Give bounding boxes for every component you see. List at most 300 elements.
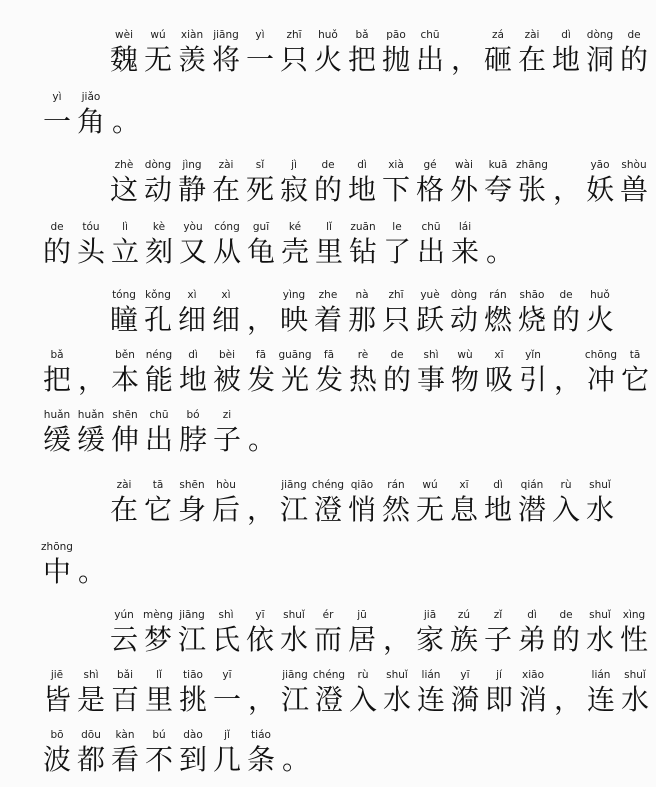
hanzi: 羡 <box>177 43 206 76</box>
hanzi: 动 <box>449 303 478 336</box>
character-unit <box>312 348 346 396</box>
hanzi: 将 <box>211 43 240 76</box>
hanzi: 弟 <box>517 623 546 656</box>
text-line <box>0 408 640 456</box>
hanzi: 里 <box>314 235 343 268</box>
hanzi: 只 <box>279 43 308 76</box>
hanzi: 无 <box>143 43 172 76</box>
character-unit <box>379 478 413 526</box>
character-unit <box>175 608 209 656</box>
character-unit <box>311 158 345 206</box>
character-unit <box>618 668 652 716</box>
character-unit <box>142 668 176 716</box>
pinyin: bǎ <box>50 349 64 361</box>
pinyin: jiāng <box>213 29 239 41</box>
hanzi: 细 <box>211 303 240 336</box>
character-unit <box>210 348 244 396</box>
hanzi: 火 <box>585 303 614 336</box>
pinyin: lián <box>591 669 611 681</box>
pinyin: huǎn <box>77 409 105 421</box>
character-unit <box>617 158 651 206</box>
pinyin: zá <box>492 29 504 41</box>
character-unit <box>244 220 278 268</box>
pinyin: yún <box>114 609 134 621</box>
character-unit <box>74 220 108 268</box>
hanzi: 后 <box>211 493 240 526</box>
hanzi: 地 <box>483 493 512 526</box>
character-unit <box>40 408 74 456</box>
hanzi: 抛 <box>381 43 410 76</box>
character-unit <box>142 408 176 456</box>
character-unit <box>176 220 210 268</box>
pinyin: wèi <box>115 29 133 41</box>
character-unit <box>243 28 277 76</box>
hanzi: ， <box>451 43 480 76</box>
character-unit <box>448 220 482 268</box>
punctuation <box>278 728 312 776</box>
pinyin: wài <box>455 159 473 171</box>
pinyin: shāo <box>519 289 545 301</box>
hanzi: 动 <box>143 173 172 206</box>
pinyin: chū <box>149 409 169 421</box>
hanzi: 魏 <box>109 43 138 76</box>
hanzi: ， <box>248 683 277 716</box>
hanzi: 。 <box>486 235 515 268</box>
hanzi: 脖 <box>178 423 207 456</box>
hanzi: 映 <box>279 303 308 336</box>
pinyin: yì <box>52 91 62 103</box>
pinyin: zhè <box>114 159 134 171</box>
text-line <box>0 348 649 396</box>
hanzi: 然 <box>381 493 410 526</box>
hanzi: 家 <box>415 623 444 656</box>
pinyin: shì <box>218 609 234 621</box>
pinyin: zhī <box>388 289 404 301</box>
character-unit <box>413 158 447 206</box>
hanzi: 热 <box>348 363 377 396</box>
pinyin: rè <box>357 349 369 361</box>
hanzi: 本 <box>110 363 139 396</box>
character-unit <box>481 608 515 656</box>
punctuation <box>74 540 108 588</box>
character-unit <box>141 478 175 526</box>
punctuation <box>243 288 277 336</box>
text-line <box>0 90 640 138</box>
character-unit <box>108 408 142 456</box>
hanzi: 立 <box>110 235 139 268</box>
hanzi: ， <box>383 623 412 656</box>
hanzi: 它 <box>620 363 649 396</box>
punctuation <box>244 668 278 716</box>
punctuation <box>244 408 278 456</box>
pinyin: le <box>392 221 402 233</box>
hanzi: ， <box>553 173 582 206</box>
character-unit <box>210 728 244 776</box>
character-unit <box>311 608 345 656</box>
pinyin: chū <box>420 29 440 41</box>
hanzi: 水 <box>585 623 614 656</box>
hanzi: 江 <box>279 493 308 526</box>
character-unit <box>108 348 142 396</box>
pinyin: shì <box>83 669 99 681</box>
hanzi: 死 <box>245 173 274 206</box>
character-unit <box>447 288 481 336</box>
pinyin: dì <box>527 609 537 621</box>
pinyin: de <box>559 609 573 621</box>
pinyin: kè <box>152 221 166 233</box>
hanzi: 入 <box>348 683 377 716</box>
character-unit <box>549 608 583 656</box>
hanzi: 着 <box>313 303 342 336</box>
hanzi: 这 <box>109 173 138 206</box>
pinyin: gé <box>423 159 437 171</box>
hanzi: 一 <box>245 43 274 76</box>
hanzi: 无 <box>415 493 444 526</box>
hanzi: 潜 <box>517 493 546 526</box>
pinyin: rù <box>560 479 572 491</box>
pinyin: tā <box>629 349 641 361</box>
hanzi: 火 <box>313 43 342 76</box>
hanzi: 引 <box>518 363 547 396</box>
pinyin: hòu <box>216 479 236 491</box>
hanzi: 几 <box>212 743 241 776</box>
pinyin: lì <box>122 221 128 233</box>
hanzi: 是 <box>76 683 105 716</box>
punctuation <box>108 90 142 138</box>
pinyin: wú <box>422 479 438 491</box>
hanzi: 梦 <box>143 623 172 656</box>
character-unit <box>175 28 209 76</box>
pinyin: shòu <box>621 159 647 171</box>
pinyin: rù <box>357 669 369 681</box>
pinyin: yòu <box>183 221 203 233</box>
character-unit <box>481 478 515 526</box>
character-unit <box>312 668 346 716</box>
character-unit <box>209 158 243 206</box>
hanzi: 发 <box>246 363 275 396</box>
character-unit <box>447 608 481 656</box>
pinyin: fā <box>323 349 335 361</box>
hanzi: 寂 <box>279 173 308 206</box>
character-unit <box>414 668 448 716</box>
hanzi: 条 <box>246 743 275 776</box>
character-unit <box>311 28 345 76</box>
character-unit <box>346 220 380 268</box>
character-unit <box>584 348 618 396</box>
character-unit <box>210 408 244 456</box>
hanzi: 那 <box>347 303 376 336</box>
pinyin: shuǐ <box>283 609 305 621</box>
character-unit <box>142 220 176 268</box>
character-unit <box>618 348 652 396</box>
character-unit <box>583 478 617 526</box>
pinyin: zǐ <box>493 609 503 621</box>
pinyin: yuè <box>420 289 440 301</box>
hanzi: 的 <box>42 235 71 268</box>
hanzi: 洞 <box>585 43 614 76</box>
pinyin: kuā <box>488 159 508 171</box>
character-unit <box>311 478 345 526</box>
hanzi: 静 <box>177 173 206 206</box>
character-unit <box>244 348 278 396</box>
pinyin: běn <box>115 349 135 361</box>
pinyin: jí <box>496 669 502 681</box>
character-unit <box>379 28 413 76</box>
pinyin: zuān <box>350 221 376 233</box>
character-unit <box>278 668 312 716</box>
pinyin: shuǐ <box>386 669 408 681</box>
character-unit <box>175 158 209 206</box>
hanzi: 又 <box>178 235 207 268</box>
hanzi: 。 <box>282 743 311 776</box>
pinyin: tóng <box>112 289 136 301</box>
character-unit <box>277 28 311 76</box>
character-unit <box>311 288 345 336</box>
character-unit <box>515 28 549 76</box>
hanzi: 把 <box>347 43 376 76</box>
character-unit <box>176 348 210 396</box>
character-unit <box>243 158 277 206</box>
hanzi: 皆 <box>42 683 71 716</box>
character-unit <box>345 288 379 336</box>
character-unit <box>209 478 243 526</box>
text-line <box>0 288 640 336</box>
pinyin: xì <box>221 289 231 301</box>
hanzi: 夸 <box>483 173 512 206</box>
pinyin: bō <box>50 729 64 741</box>
hanzi: 连 <box>416 683 445 716</box>
hanzi: 发 <box>314 363 343 396</box>
hanzi: ， <box>554 683 583 716</box>
hanzi: 的 <box>619 43 648 76</box>
character-unit <box>210 220 244 268</box>
hanzi: 吸 <box>484 363 513 396</box>
character-unit <box>278 348 312 396</box>
pinyin: yǐn <box>525 349 541 361</box>
character-unit <box>107 28 141 76</box>
character-unit <box>583 608 617 656</box>
pinyin: guāng <box>278 349 312 361</box>
hanzi: 的 <box>551 623 580 656</box>
hanzi: 中 <box>42 555 71 588</box>
character-unit <box>345 478 379 526</box>
pinyin: jū <box>357 609 367 621</box>
pinyin: qiāo <box>350 479 374 491</box>
punctuation <box>447 28 481 76</box>
pinyin: xì <box>187 289 197 301</box>
hanzi: 缓 <box>76 423 105 456</box>
pinyin: de <box>559 289 573 301</box>
hanzi: 物 <box>450 363 479 396</box>
character-unit <box>175 288 209 336</box>
character-unit <box>40 220 74 268</box>
hanzi: 在 <box>517 43 546 76</box>
character-unit <box>141 158 175 206</box>
hanzi: 妖 <box>585 173 614 206</box>
pinyin: lái <box>458 221 472 233</box>
hanzi: 到 <box>178 743 207 776</box>
pinyin: shēn <box>112 409 138 421</box>
character-unit <box>176 668 210 716</box>
character-unit <box>74 90 108 138</box>
character-unit <box>40 348 74 396</box>
pinyin: dòng <box>450 289 478 301</box>
hanzi: 。 <box>78 555 107 588</box>
character-unit <box>549 288 583 336</box>
hanzi: 燃 <box>483 303 512 336</box>
hanzi: 息 <box>449 493 478 526</box>
pinyin: guī <box>252 221 270 233</box>
hanzi: 即 <box>484 683 513 716</box>
character-unit <box>413 28 447 76</box>
hanzi: 里 <box>144 683 173 716</box>
pinyin: shì <box>423 349 439 361</box>
character-unit <box>617 28 651 76</box>
pinyin: xìng <box>622 609 646 621</box>
hanzi: 不 <box>144 743 173 776</box>
hanzi: 居 <box>347 623 376 656</box>
character-unit <box>346 668 380 716</box>
hanzi: 江 <box>280 683 309 716</box>
pinyin: tiáo <box>251 729 271 741</box>
pinyin: kàn <box>115 729 135 741</box>
hanzi: 身 <box>177 493 206 526</box>
pinyin: dì <box>357 159 367 171</box>
pinyin: yī <box>222 669 232 681</box>
pinyin: bǎ <box>355 29 369 41</box>
pinyin: sǐ <box>255 159 265 171</box>
character-unit <box>107 288 141 336</box>
character-unit <box>515 158 549 206</box>
hanzi: 格 <box>415 173 444 206</box>
hanzi: 把 <box>42 363 71 396</box>
hanzi: 出 <box>415 43 444 76</box>
hanzi: 水 <box>620 683 649 716</box>
pinyin: zú <box>457 609 471 621</box>
character-unit <box>312 220 346 268</box>
hanzi: 子 <box>212 423 241 456</box>
punctuation <box>482 220 516 268</box>
character-unit <box>481 288 515 336</box>
pinyin: jiā <box>423 609 437 621</box>
character-unit <box>40 540 74 588</box>
character-unit <box>549 28 583 76</box>
pinyin: jì <box>291 159 297 171</box>
character-unit <box>583 158 617 206</box>
text-line <box>0 728 640 776</box>
pinyin: ér <box>322 609 334 621</box>
hanzi: 兽 <box>619 173 648 206</box>
pinyin: de <box>321 159 335 171</box>
text-line <box>0 540 640 588</box>
character-unit <box>379 288 413 336</box>
pinyin: zhōng <box>41 541 73 553</box>
pinyin: pāo <box>386 29 406 41</box>
hanzi: 从 <box>212 235 241 268</box>
hanzi: 依 <box>245 623 274 656</box>
character-unit <box>346 348 380 396</box>
pinyin: shuǐ <box>624 669 646 681</box>
character-unit <box>447 478 481 526</box>
character-unit <box>448 668 482 716</box>
hanzi: 伸 <box>110 423 139 456</box>
pinyin: chéng <box>312 669 346 681</box>
pinyin: jiǎo <box>81 91 101 103</box>
character-unit <box>209 288 243 336</box>
character-unit <box>515 608 549 656</box>
character-unit <box>278 220 312 268</box>
character-unit <box>74 668 108 716</box>
pinyin: shuǐ <box>589 609 611 621</box>
character-unit <box>141 608 175 656</box>
pinyin: tóu <box>82 221 100 233</box>
character-unit <box>549 478 583 526</box>
hanzi: 下 <box>381 173 410 206</box>
pinyin: chéng <box>311 479 345 491</box>
pinyin: dòng <box>144 159 172 171</box>
hanzi: 孔 <box>143 303 172 336</box>
pinyin: dì <box>561 29 571 41</box>
hanzi: 角 <box>76 105 105 138</box>
hanzi: 澄 <box>313 493 342 526</box>
hanzi: 性 <box>619 623 648 656</box>
hanzi: 事 <box>416 363 445 396</box>
hanzi: 细 <box>177 303 206 336</box>
punctuation <box>74 348 108 396</box>
pinyin: de <box>50 221 64 233</box>
pinyin: shuǐ <box>589 479 611 491</box>
character-unit <box>380 220 414 268</box>
character-unit <box>243 608 277 656</box>
character-unit <box>141 28 175 76</box>
pinyin: huǎn <box>43 409 71 421</box>
text-line <box>0 220 640 268</box>
hanzi: 连 <box>586 683 615 716</box>
character-unit <box>617 608 651 656</box>
character-unit <box>244 728 278 776</box>
character-unit <box>448 348 482 396</box>
character-unit <box>516 348 550 396</box>
pinyin: jiāng <box>282 669 308 681</box>
hanzi: 壳 <box>280 235 309 268</box>
hanzi: 而 <box>313 623 342 656</box>
hanzi: 漪 <box>450 683 479 716</box>
hanzi: 出 <box>416 235 445 268</box>
hanzi: 一 <box>212 683 241 716</box>
pinyin: fā <box>255 349 267 361</box>
character-unit <box>277 478 311 526</box>
character-unit <box>107 478 141 526</box>
hanzi: 。 <box>248 423 277 456</box>
character-unit <box>209 28 243 76</box>
character-unit <box>107 608 141 656</box>
character-unit <box>379 158 413 206</box>
hanzi: 张 <box>517 173 546 206</box>
pinyin: chōng <box>584 349 618 361</box>
character-unit <box>74 728 108 776</box>
character-unit <box>175 478 209 526</box>
pinyin: bǎi <box>116 669 134 681</box>
pinyin: rán <box>489 289 507 301</box>
punctuation <box>549 158 583 206</box>
character-unit <box>209 608 243 656</box>
hanzi: 百 <box>110 683 139 716</box>
character-unit <box>414 220 448 268</box>
pinyin: huǒ <box>318 29 338 41</box>
hanzi: 波 <box>42 743 71 776</box>
hanzi: 能 <box>144 363 173 396</box>
character-unit <box>277 288 311 336</box>
